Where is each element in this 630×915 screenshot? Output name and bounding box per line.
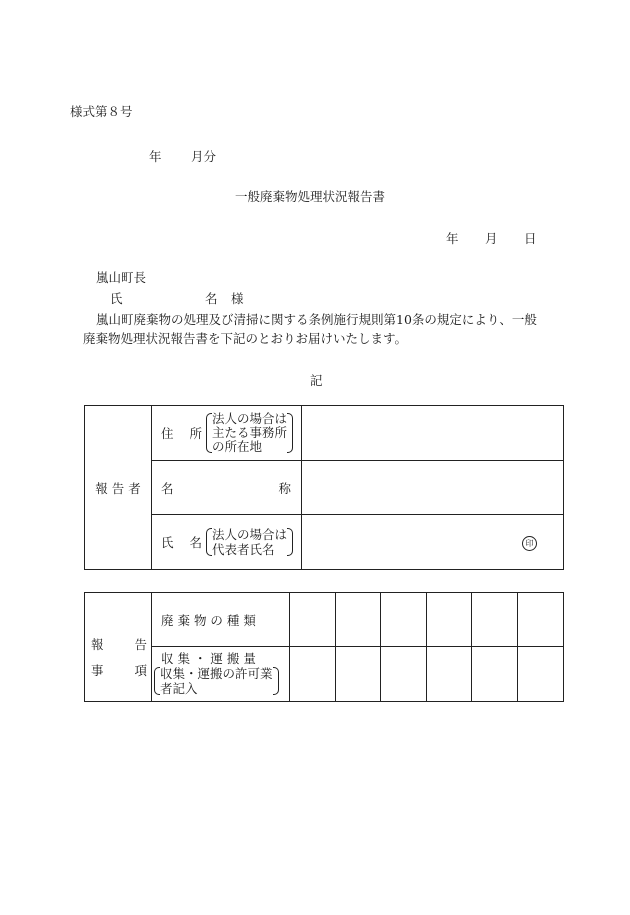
reporter-table xyxy=(84,405,564,570)
company-label-b: 称 xyxy=(278,480,291,496)
company-label-cell xyxy=(152,461,302,515)
person-note-1: 法人の場合は xyxy=(212,527,288,542)
company-label-a: 名 xyxy=(161,480,174,496)
form-number: 様式第８号 xyxy=(70,104,133,119)
waste-type-label-cell xyxy=(152,593,290,647)
waste-type-cell-4[interactable] xyxy=(427,593,472,647)
waste-type-cell-3[interactable] xyxy=(381,593,427,647)
collection-cell-2[interactable] xyxy=(336,647,381,702)
collection-note-2: 者記入 xyxy=(160,681,198,696)
person-note-2: 代表者氏名 xyxy=(212,542,275,557)
waste-type-cell-2[interactable] xyxy=(336,593,381,647)
body-text-line1: 嵐山町廃棄物の処理及び清掃に関する条例施行規則第10条の規定により、一般 xyxy=(96,312,537,327)
address-note xyxy=(206,412,293,454)
person-label-b: 名 xyxy=(189,535,203,550)
address-label-a: 住 xyxy=(161,426,174,441)
collection-cell-3[interactable] xyxy=(381,647,427,702)
collection-note-1: 収集・運搬の許可業 xyxy=(160,666,273,681)
person-value-cell[interactable] xyxy=(302,515,564,570)
date-year-label: 年 xyxy=(446,231,459,246)
name-line-left: 氏 xyxy=(110,291,123,306)
period-month-label: 月分 xyxy=(191,149,217,164)
collection-note xyxy=(154,666,279,696)
body-text-line2: 廃棄物処理状況報告書を下記のとおりお届けいたします。 xyxy=(83,331,408,346)
name-line-middle: 名 xyxy=(205,291,218,306)
reporter-side-label-cell xyxy=(85,406,152,570)
waste-type-cell-6[interactable] xyxy=(518,593,564,647)
person-note xyxy=(206,527,293,557)
collection-cell-6[interactable] xyxy=(518,647,564,702)
reporter-side-label: 報 告 者 xyxy=(95,480,141,496)
date-day-label: 日 xyxy=(524,231,537,246)
seal-mark: 印 xyxy=(522,536,537,551)
addressee: 嵐山町長 xyxy=(96,270,147,285)
period-year-label: 年 xyxy=(149,149,162,164)
report-table xyxy=(84,592,564,702)
address-value-cell[interactable] xyxy=(302,406,564,461)
waste-type-cell-5[interactable] xyxy=(472,593,518,647)
ki-heading: 記 xyxy=(310,373,323,388)
waste-type-cell-1[interactable] xyxy=(290,593,336,647)
collection-label: 収 集 ・ 運 搬 量 xyxy=(161,651,256,666)
collection-cell-5[interactable] xyxy=(472,647,518,702)
report-side-bot-a: 事 xyxy=(91,663,104,678)
person-label-cell xyxy=(152,515,302,570)
report-side-cell xyxy=(85,593,152,702)
date-month-label: 月 xyxy=(485,231,498,246)
report-side-top-a: 報 xyxy=(91,637,104,652)
waste-type-label: 廃 棄 物 の 種 類 xyxy=(161,612,256,628)
collection-label-cell xyxy=(152,647,290,702)
address-note-1: 法人の場合は xyxy=(212,411,288,426)
report-side-bot-b: 項 xyxy=(134,663,147,678)
document-title: 一般廃棄物処理状況報告書 xyxy=(235,189,386,204)
report-side-top-b: 告 xyxy=(134,637,147,652)
person-label-a: 氏 xyxy=(161,535,174,550)
address-note-3: の所在地 xyxy=(212,439,263,454)
collection-cell-4[interactable] xyxy=(427,647,472,702)
address-label-cell xyxy=(152,406,302,461)
address-note-2: 主たる事務所 xyxy=(212,425,288,440)
name-line-right: 様 xyxy=(231,291,244,306)
company-value-cell[interactable] xyxy=(302,461,564,515)
collection-cell-1[interactable] xyxy=(290,647,336,702)
address-label-b: 所 xyxy=(189,426,203,441)
